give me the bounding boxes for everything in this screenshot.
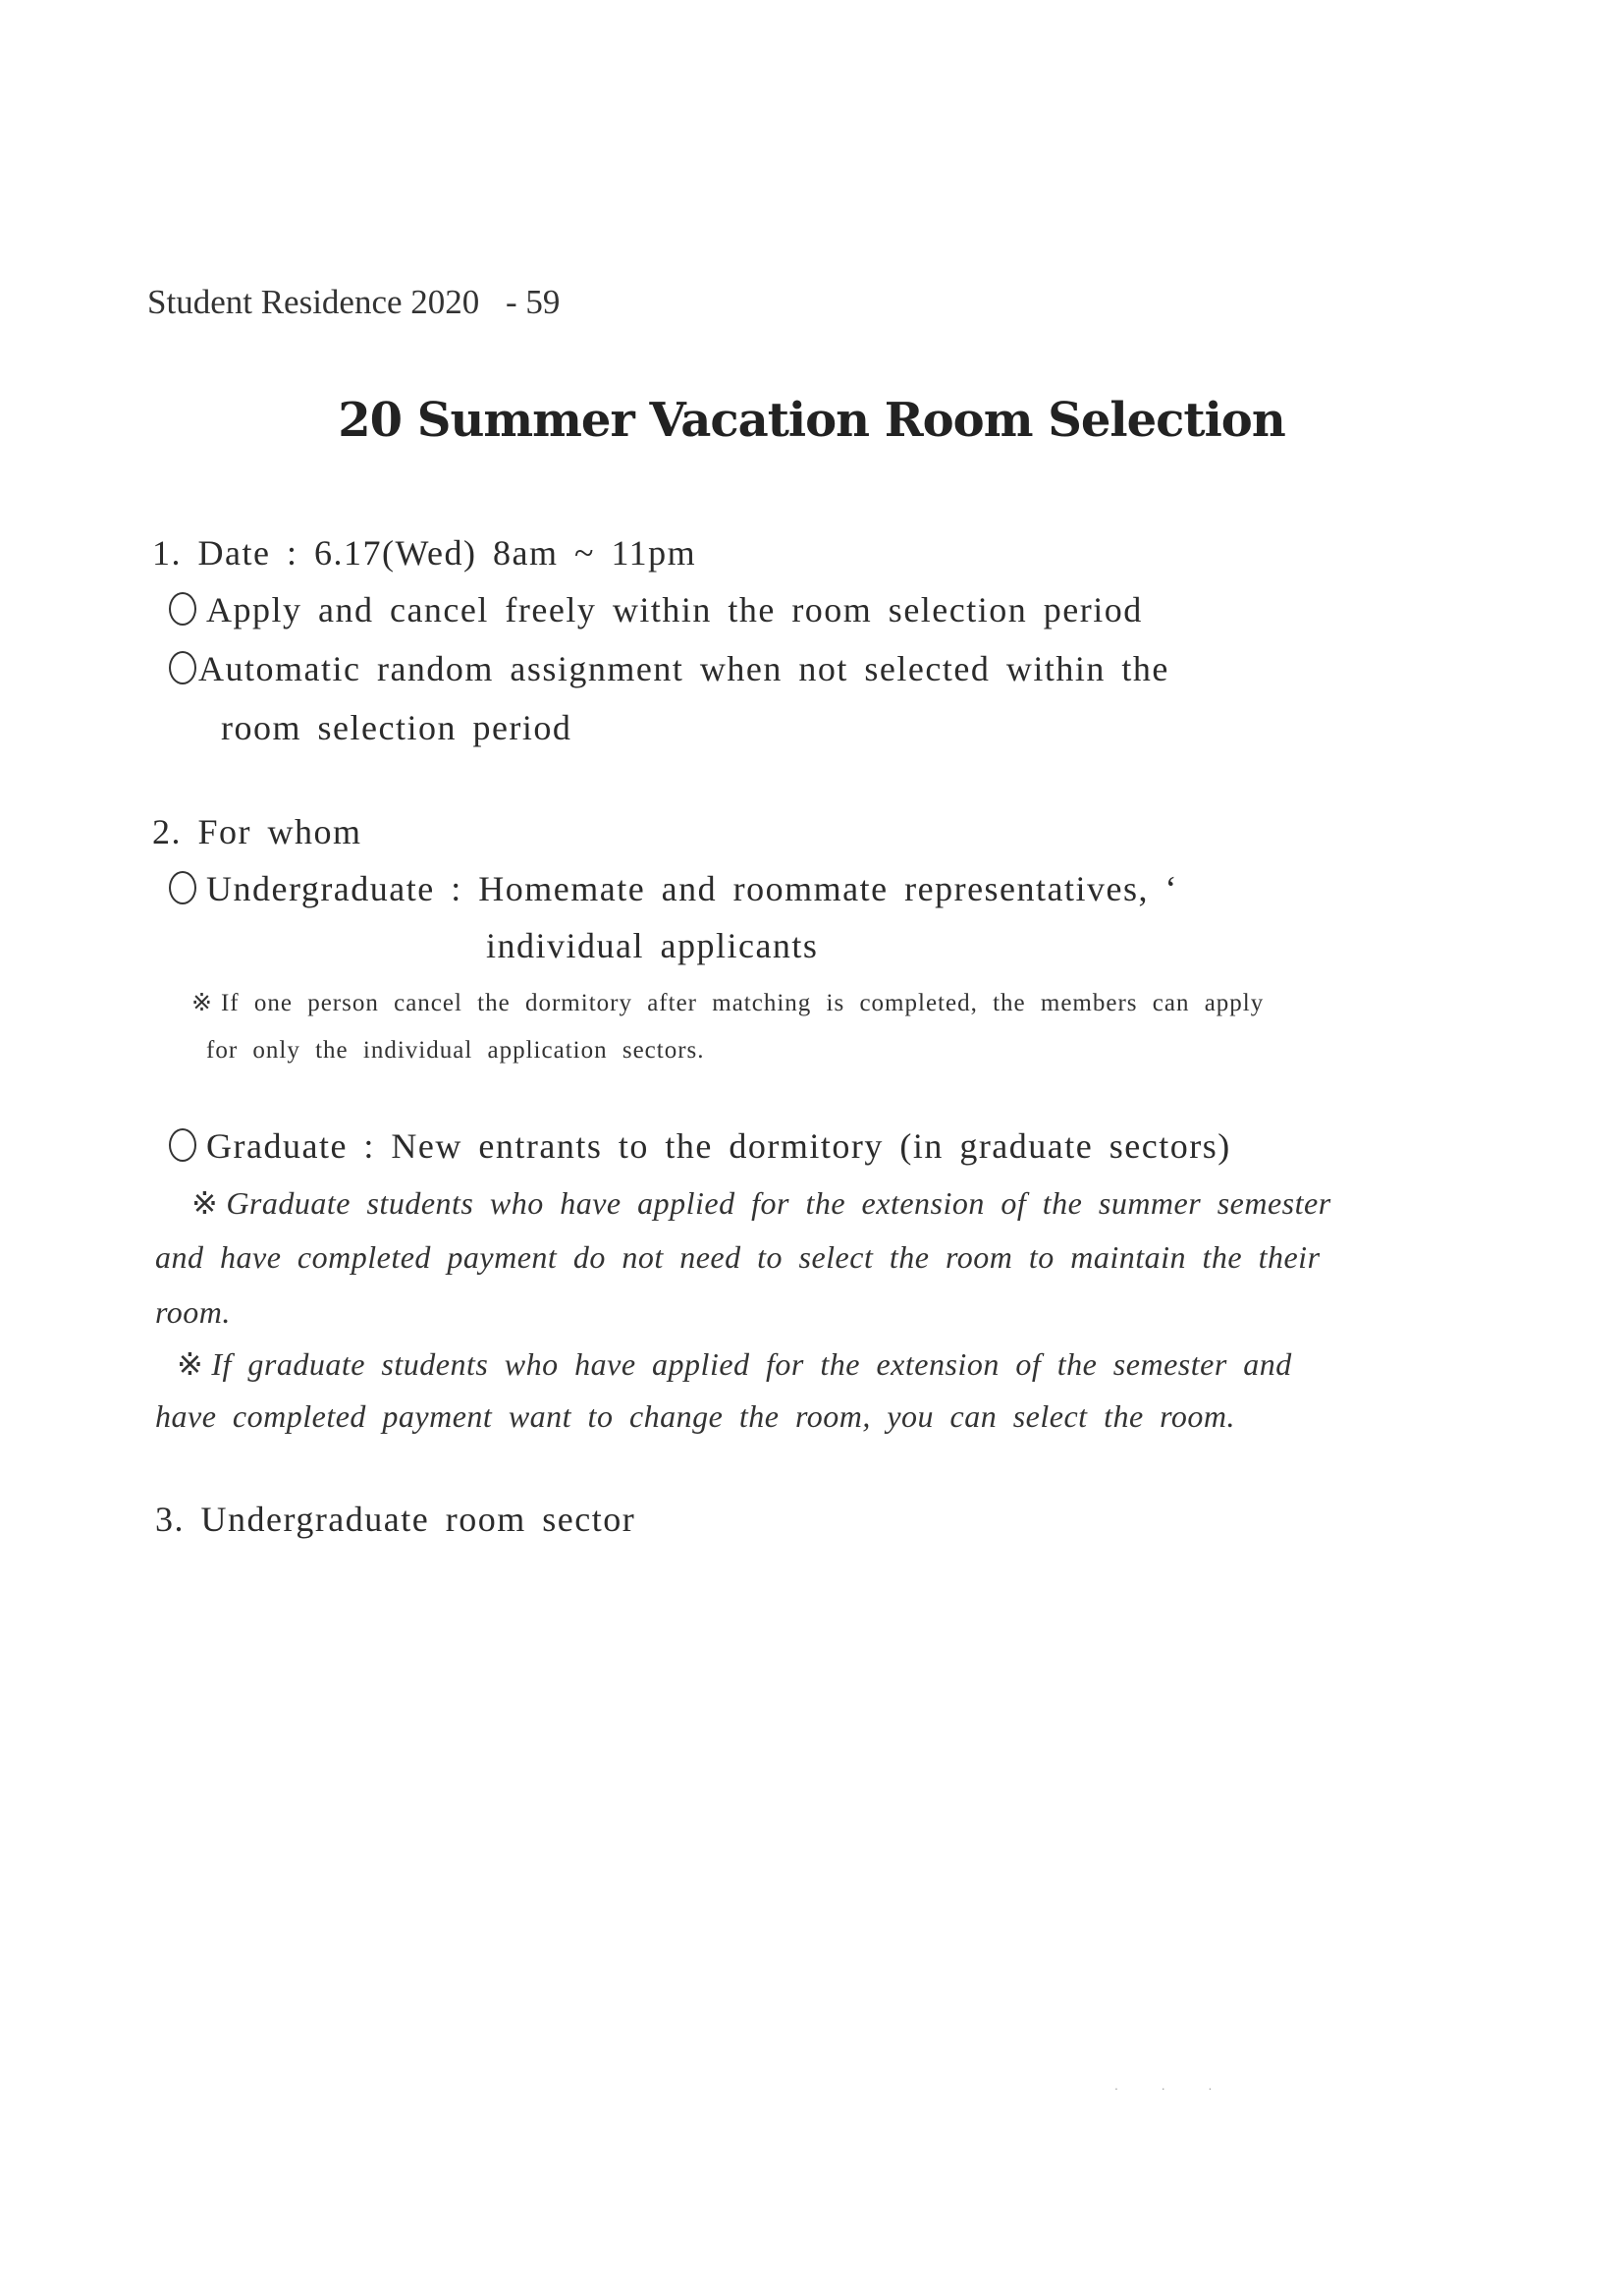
section-2-heading: 2. For whom xyxy=(152,812,362,851)
graduate-note-1-line-3: room. xyxy=(155,1294,231,1330)
circle-bullet-icon xyxy=(169,592,196,626)
section-1-item-1: Apply and cancel freely within the room selection period xyxy=(169,589,1143,630)
undergraduate-note-line-2: for only the individual application sectors. xyxy=(206,1037,705,1064)
graduate-note-1-line-2: and have completed payment do not need to select the room to maintain the their xyxy=(155,1239,1321,1275)
reference-mark-icon: ※ xyxy=(191,988,213,1016)
section-1-item-2-continuation: room selection period xyxy=(221,708,572,747)
undergraduate-continuation: individual applicants xyxy=(486,926,819,965)
section-3-heading: 3. Undergraduate room sector xyxy=(155,1500,636,1539)
reference-mark-icon: ※ xyxy=(191,1184,219,1222)
scan-artifact-dots: . . . xyxy=(1114,2077,1232,2093)
running-header xyxy=(147,283,560,322)
graduate-note-1-line-1: ※ Graduate students who have applied for the extension of the summer semester xyxy=(191,1184,1331,1222)
circle-bullet-icon xyxy=(169,651,196,684)
graduate-note-2-line-2: have completed payment want to change the room, you can select the room. xyxy=(155,1398,1236,1434)
page-number: - 59 xyxy=(506,283,561,321)
graduate-note-2-line-1: ※ If graduate students who have applied for the extension of the semester and xyxy=(177,1345,1292,1383)
circle-bullet-icon xyxy=(169,871,196,904)
circle-bullet-icon xyxy=(169,1128,196,1162)
section-1-item-2: Automatic random assignment when not selected within the xyxy=(169,648,1169,689)
reference-mark-icon: ※ xyxy=(177,1345,204,1383)
document-title: 20 Summer Vacation Room Selection xyxy=(338,393,1285,448)
undergraduate-note-line-1: ※ If one person cancel the dormitory after matching is completed, the members can apply xyxy=(191,988,1265,1016)
undergraduate-item: Undergraduate : Homemate and roommate representatives, ‘ xyxy=(169,868,1178,909)
graduate-item: Graduate : New entrants to the dormitory (in graduate sectors) xyxy=(169,1125,1231,1167)
section-1-heading: 1. Date : 6.17(Wed) 8am ~ 11pm xyxy=(152,533,697,573)
running-title: Student Residence 2020 xyxy=(147,283,480,321)
